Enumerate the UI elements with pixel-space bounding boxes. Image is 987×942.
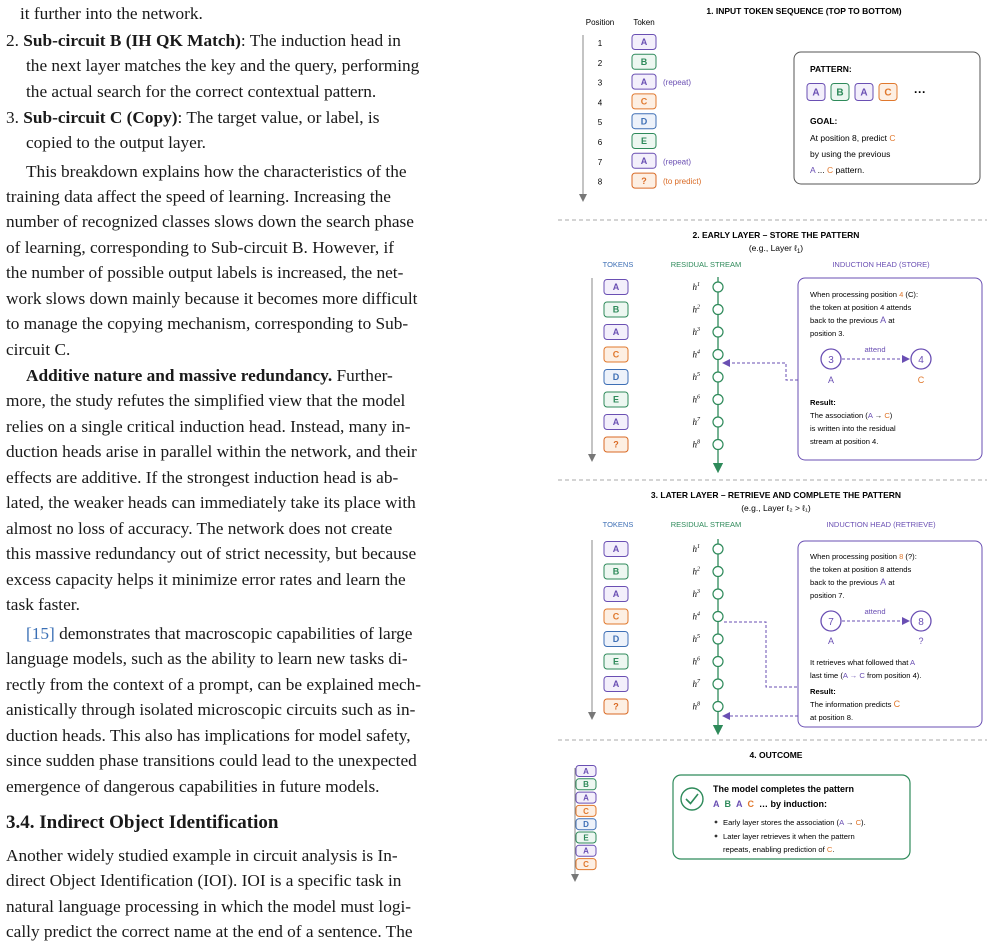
- outcome-token-label: D: [583, 820, 589, 830]
- write-arrow: [724, 363, 798, 380]
- layer-token-label: B: [612, 566, 620, 577]
- position-number: 2: [597, 58, 603, 68]
- outcome-line-1: The model completes the pattern: [713, 784, 855, 794]
- pattern-ellipsis: ···: [914, 85, 926, 99]
- layer-token-label: ?: [613, 701, 619, 712]
- layer-token-label: A: [612, 679, 620, 690]
- stream-node: [713, 305, 723, 315]
- stream-node: [713, 544, 723, 554]
- hidden-state-label: $h^2$: [692, 566, 700, 577]
- pattern-token-label: A: [860, 87, 868, 99]
- hidden-state-label: $h^1$: [692, 544, 700, 554]
- sequence-token-label: A: [640, 37, 648, 48]
- goal-line-2: by using the previous: [810, 149, 891, 159]
- outcome-bullet-2a: Later layer retrieves it when the pattern: [723, 832, 855, 841]
- text-line: language models, such as the ability to learn new tasks di-: [6, 649, 408, 668]
- stream-node: [713, 702, 723, 712]
- layer-token-label: A: [612, 417, 620, 428]
- position-number: 7: [597, 157, 603, 167]
- sequence-token-label: D: [640, 116, 648, 127]
- retrieve-text-4: position 7.: [810, 591, 845, 600]
- text-line: rectly from the context of a prompt, can be explained mech-: [6, 675, 422, 694]
- text-line: direct Object Identification (IOI). IOI is a specific task in: [6, 871, 402, 890]
- source-token: A: [827, 375, 835, 385]
- stream-node: [713, 679, 723, 689]
- text-line: natural language processing in which the model must logi-: [6, 897, 412, 916]
- stream-node: [713, 589, 723, 599]
- layer-token-label: E: [612, 394, 620, 405]
- layer-token-label: A: [612, 544, 620, 555]
- result-text-2: at position 8.: [810, 713, 854, 722]
- source-token: A: [827, 636, 835, 646]
- attend-label: attend: [864, 607, 886, 616]
- attend-label: attend: [864, 345, 886, 354]
- text-line: duction heads arise in parallel within the network, and their: [6, 442, 417, 461]
- token-note: (repeat): [663, 78, 692, 88]
- position-number: 4: [597, 98, 603, 108]
- text-line: work slows down mainly because it becomes more difficult: [6, 289, 418, 308]
- stream-header: RESIDUAL STREAM: [670, 260, 742, 269]
- paragraph-heading: Additive nature and massive redundancy. Further-: [26, 366, 393, 385]
- tokens-header: TOKENS: [602, 520, 634, 529]
- text-line: number of recognized classes slows down the search phase: [6, 212, 414, 231]
- list-item-2: 2. Sub-circuit B (IH QK Match): The induction head in: [6, 31, 401, 50]
- stream-node: [713, 657, 723, 667]
- check-icon: [681, 788, 703, 810]
- position-number: 3: [597, 78, 603, 88]
- text-line: [15] demonstrates that macroscopic capabilities of large: [26, 624, 413, 643]
- position-number: 8: [597, 177, 603, 187]
- body-text-column: [6, 0, 494, 941]
- list-item-3: 3. Sub-circuit C (Copy): The target value, or label, is: [6, 108, 380, 127]
- stream-node: [713, 282, 723, 292]
- pattern-token-label: C: [884, 87, 892, 99]
- layer-token-label: ?: [613, 439, 619, 450]
- text-line: excess capacity helps it minimize error rates and learn the: [6, 570, 406, 589]
- position-number: 5: [597, 118, 603, 128]
- hidden-state-label: $h^2$: [692, 304, 700, 315]
- target-node-label: 8: [918, 617, 924, 628]
- hidden-state-label: $h^7$: [692, 417, 700, 427]
- outcome-bullet-1: Early layer stores the association (A → C).: [723, 818, 866, 827]
- outcome-token-label: A: [583, 766, 589, 776]
- retrieve-text-5: It retrieves what followed that A: [810, 658, 916, 667]
- hidden-state-label: $h^4$: [692, 611, 700, 622]
- stream-node: [713, 372, 723, 382]
- pattern-label: PATTERN:: [810, 64, 852, 74]
- outcome-token-label: C: [583, 859, 589, 869]
- text-line: Another widely studied example in circuit analysis is In-: [6, 846, 398, 865]
- text-line: since sudden phase transitions could lead to the unexpected: [6, 751, 417, 770]
- layer2-residual-stream: [693, 539, 724, 730]
- text-line: training data affect the speed of learning. Increasing the: [6, 187, 391, 206]
- stream-node: [713, 327, 723, 337]
- caption-cutoff: [548, 906, 987, 914]
- position-number: 6: [597, 138, 603, 147]
- text-line: it further into the network.: [20, 4, 203, 23]
- text-line: emergence of dangerous capabilities in future models.: [6, 777, 380, 796]
- text-line: lated, the weaker heads can immediately take its place with: [6, 493, 416, 512]
- position-number: 1: [597, 39, 603, 48]
- layer-token-label: E: [612, 656, 620, 667]
- text-line: task faster.: [6, 595, 80, 614]
- section-heading: 3.4. Indirect Object Identification: [6, 812, 279, 833]
- stream-node: [713, 417, 723, 427]
- store-text-1: When processing position 4 (C):: [810, 290, 919, 299]
- goal-label: GOAL:: [810, 116, 838, 126]
- outcome-token-label: C: [583, 806, 589, 816]
- text-line: relies on a single critical induction head. Instead, many in-: [6, 417, 411, 436]
- hidden-state-label: $h^1$: [692, 282, 700, 292]
- layer-token-label: D: [612, 372, 620, 383]
- outcome-token-label: A: [583, 793, 589, 803]
- text-line: almost no loss of accuracy. The network does not create: [6, 519, 393, 538]
- tokens-header: TOKENS: [602, 260, 634, 269]
- outcome-tokens: [576, 766, 596, 870]
- retrieve-text-1: When processing position 8 (?):: [810, 552, 917, 561]
- outcome-bullet-2b: repeats, enabling prediction of C.: [723, 845, 835, 854]
- goal-line-1: At position 8, predict C: [810, 133, 896, 143]
- section3-subtitle: (e.g., Layer ℓ₂ > ℓ₁): [741, 503, 811, 513]
- section3-title: 3. LATER LAYER – RETRIEVE AND COMPLETE THE PATTERN: [650, 490, 902, 500]
- layer-token-label: C: [612, 611, 620, 622]
- result-label: Result:: [810, 687, 836, 696]
- hidden-state-label: $h^5$: [692, 372, 700, 382]
- sequence-token-label: ?: [641, 175, 647, 186]
- head-header: INDUCTION HEAD (RETRIEVE): [826, 520, 936, 529]
- head-header: INDUCTION HEAD (STORE): [832, 260, 930, 269]
- layer-token-label: B: [612, 304, 620, 315]
- hidden-state-label: $h^5$: [692, 634, 700, 644]
- retrieve-text-2: the token at position 8 attends: [810, 565, 912, 574]
- text-line: of learning, corresponding to Sub-circuit B. However, if: [6, 238, 395, 257]
- stream-node: [713, 612, 723, 622]
- result-text-3: stream at position 4.: [810, 437, 879, 446]
- store-text-3: back to the previous A at: [810, 315, 895, 325]
- stream-node: [713, 395, 723, 405]
- text-line: the next layer matches the key and the query, performing: [26, 56, 420, 75]
- hidden-state-label: $h^6$: [692, 656, 700, 667]
- pattern-token-label: B: [836, 87, 844, 99]
- outcome-token-label: B: [583, 780, 589, 790]
- hidden-state-label: $h^8$: [692, 701, 700, 712]
- text-line: the actual search for the correct contextual pattern.: [26, 82, 377, 101]
- outcome-token-label: E: [583, 833, 589, 843]
- text-line: This breakdown explains how the characteristics of the: [26, 162, 407, 181]
- sequence-token-label: E: [640, 136, 648, 147]
- bullet-icon: [715, 835, 718, 838]
- text-line: copied to the output layer.: [26, 133, 206, 152]
- target-token: ?: [918, 636, 924, 646]
- sequence-token-label: A: [640, 156, 648, 167]
- citation-link[interactable]: [15]: [26, 624, 55, 643]
- target-token: C: [917, 375, 925, 385]
- text-line: the number of possible output labels is increased, the net-: [6, 263, 404, 282]
- hidden-state-label: $h^3$: [692, 327, 700, 337]
- figure-canvas: [548, 0, 987, 914]
- store-text-2: the token at position 4 attends: [810, 303, 912, 312]
- sequence-token-label: A: [640, 76, 648, 87]
- layer-token-label: C: [612, 349, 620, 360]
- sequence-rows: [598, 35, 702, 189]
- layer1-residual-stream: [693, 277, 724, 468]
- text-line: more, the study refutes the simplified view that the model: [6, 391, 406, 410]
- layer1-tokens: [604, 280, 628, 453]
- store-text-4: position 3.: [810, 329, 845, 338]
- bullet-icon: [715, 821, 718, 824]
- layer2-tokens: [604, 542, 628, 715]
- layer-token-label: A: [612, 282, 620, 293]
- text-line: anistically through isolated microscopic circuits such as in-: [6, 700, 416, 719]
- result-text-2: is written into the residual: [810, 424, 896, 433]
- layer-token-label: D: [612, 634, 620, 645]
- result-text-1: The association (A → C): [810, 411, 893, 420]
- hidden-state-label: $h^3$: [692, 589, 700, 599]
- layer-token-label: A: [612, 327, 620, 338]
- goal-line-3: A ... C pattern.: [810, 165, 865, 175]
- source-node-label: 3: [828, 355, 834, 366]
- hidden-state-label: $h^8$: [692, 439, 700, 450]
- pattern-token-label: A: [812, 87, 820, 99]
- sequence-token-label: C: [640, 96, 648, 107]
- sequence-token-label: B: [640, 57, 648, 68]
- result-label: Result:: [810, 398, 836, 407]
- stream-node: [713, 440, 723, 450]
- stream-node: [713, 567, 723, 577]
- text-line: this massive redundancy out of strict necessity, but because: [6, 544, 417, 563]
- layer-token-label: A: [612, 589, 620, 600]
- section2-subtitle: (e.g., Layer ℓ$_1$): [748, 243, 804, 255]
- text-line: circuit C.: [6, 340, 71, 359]
- outcome-token-label: A: [583, 846, 589, 856]
- col-position-header: Position: [585, 18, 615, 27]
- hidden-state-label: $h^7$: [692, 679, 700, 689]
- hidden-state-label: $h^4$: [692, 349, 700, 360]
- stream-node: [713, 634, 723, 644]
- retrieve-text-6: last time (A → C from position 4).: [810, 671, 922, 680]
- target-node-label: 4: [918, 355, 924, 366]
- section4-title: 4. OUTCOME: [749, 750, 803, 760]
- outcome-line-2: A B A C … by induction:: [713, 799, 827, 809]
- token-note: (to predict): [663, 177, 702, 187]
- text-line: effects are additive. If the strongest induction head is ab-: [6, 468, 399, 487]
- induction-head-figure: [548, 0, 987, 914]
- text-line: to manage the copying mechanism, corresponding to Sub-: [6, 314, 409, 333]
- token-note: (repeat): [663, 157, 692, 167]
- retrieve-link: [724, 622, 798, 687]
- stream-header: RESIDUAL STREAM: [670, 520, 742, 529]
- result-text-1: The information predicts C: [810, 699, 901, 709]
- section1-title: 1. INPUT TOKEN SEQUENCE (TOP TO BOTTOM): [706, 6, 902, 16]
- hidden-state-label: $h^6$: [692, 394, 700, 405]
- section2-title: 2. EARLY LAYER – STORE THE PATTERN: [692, 230, 860, 240]
- stream-node: [713, 350, 723, 360]
- text-line: duction heads. This also has implications for model safety,: [6, 726, 411, 745]
- retrieve-text-3: back to the previous A at: [810, 577, 895, 587]
- source-node-label: 7: [828, 617, 834, 628]
- text-line: cally predict the correct name at the end of a sentence. The: [6, 922, 413, 941]
- col-token-header: Token: [633, 18, 655, 27]
